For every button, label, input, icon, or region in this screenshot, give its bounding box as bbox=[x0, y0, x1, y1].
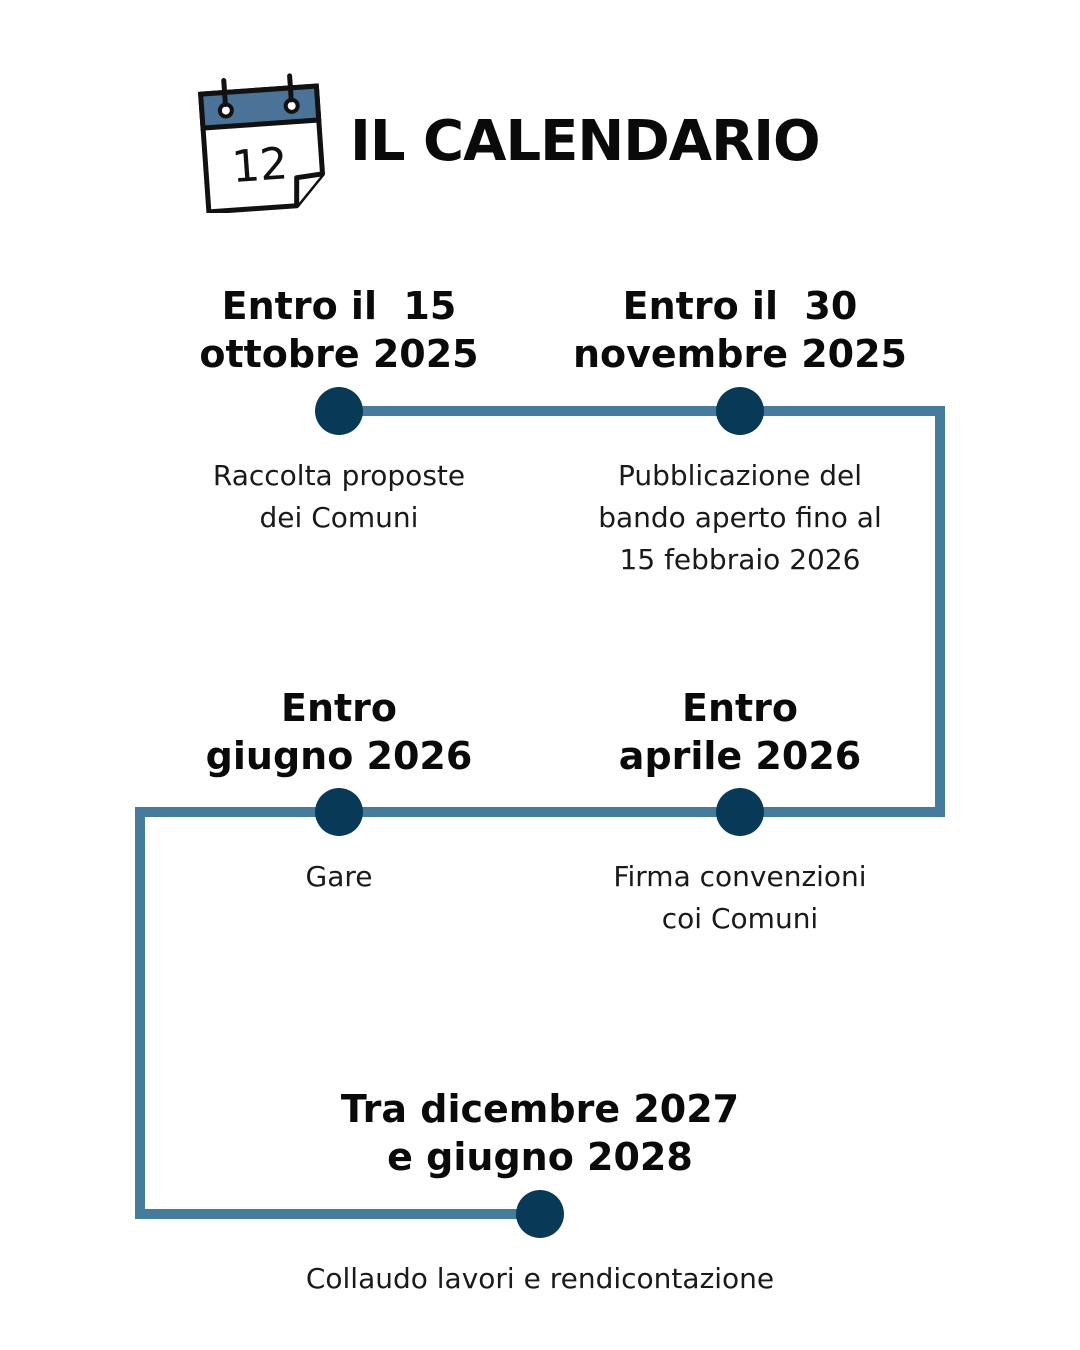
milestone-date: Entro il 15 ottobre 2025 bbox=[199, 284, 479, 376]
milestone-date: Entro il 30 novembre 2025 bbox=[572, 284, 907, 376]
milestone-description: Firma convenzioni coi Comuni bbox=[613, 860, 867, 935]
timeline-node bbox=[716, 788, 764, 836]
milestone-date: Entro aprile 2026 bbox=[618, 686, 862, 778]
milestone-date: Tra dicembre 2027 e giugno 2028 bbox=[340, 1087, 740, 1179]
timeline-node bbox=[516, 1190, 564, 1238]
timeline-node bbox=[315, 387, 363, 435]
page-title: IL CALENDARIO bbox=[350, 109, 820, 174]
calendar-day-number: 12 bbox=[230, 138, 290, 194]
timeline-node bbox=[716, 387, 764, 435]
timeline-node bbox=[315, 788, 363, 836]
milestone-description: Pubblicazione del bando aperto fino al 15 febbraio 2026 bbox=[598, 459, 882, 576]
milestone-date: Entro giugno 2026 bbox=[205, 686, 473, 778]
milestone-description: Collaudo lavori e rendicontazione bbox=[305, 1262, 775, 1295]
milestone-description: Raccolta proposte dei Comuni bbox=[212, 459, 466, 534]
milestone-description: Gare bbox=[305, 860, 373, 893]
